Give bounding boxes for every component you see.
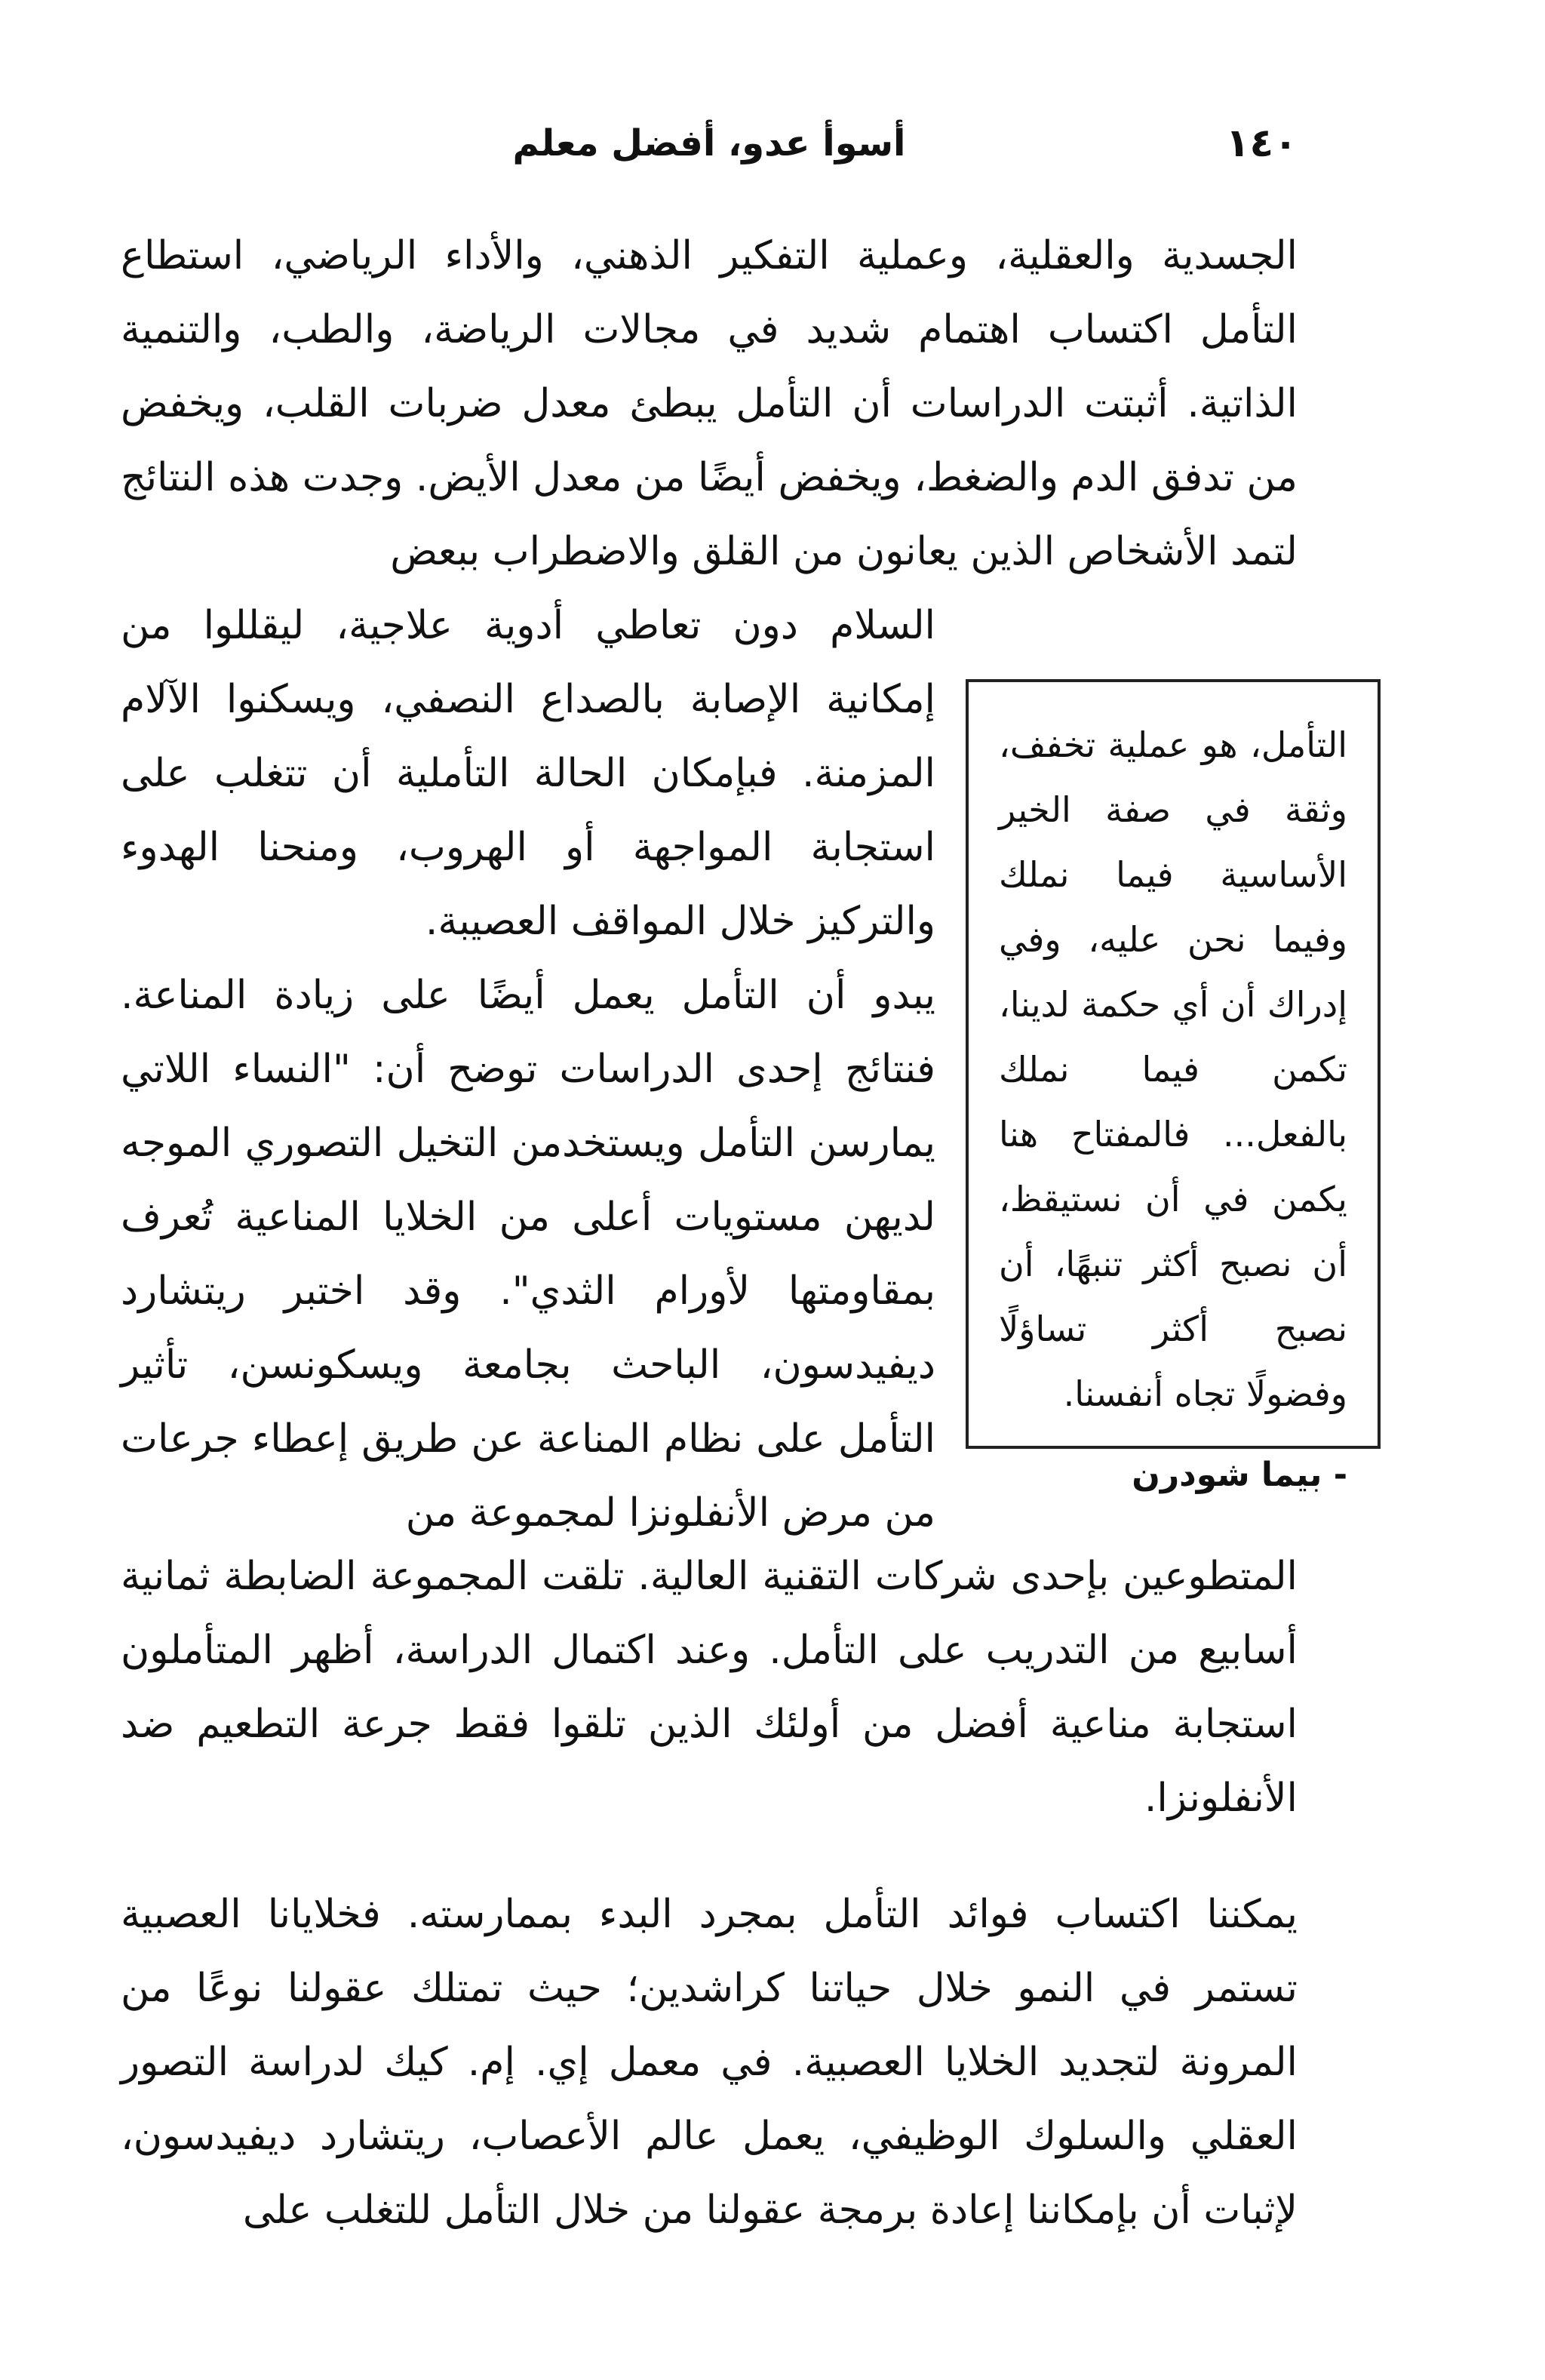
- pull-quote-box: [966, 679, 1381, 1494]
- quote-author: - بيما شودرن: [1132, 1456, 1347, 1494]
- paragraph: يمكننا اكتساب فوائد التأمل بمجرد البدء بممارسته. فخلايانا العصبية تستمر في النمو خلال حياتنا كراشدين؛ حيث تمتلك عقولنا نوعًا من المرونة لتجديد الخلايا العصبية. في معمل إي. إم. كيك لدراسة التصور العقلي والسلوك الوظيفي، يعمل عالم الأعصاب، ريتشارد ديفيدسون، لإثبات أن بإمكاننا إعادة برمجة عقولنا من خلال التأمل للتغلب على: [121, 1892, 1298, 2233]
- page-number: ١٤٠: [1225, 121, 1298, 166]
- quote-text: التأمل، هو عملية تخفف، وثقة في صفة الخير الأساسية فيما نملك وفيما نحن عليه، وفي إدراك أن أي حكمة لدينا، تكمن فيما نملك بالفعل... فالمفتاح هنا يكمن في أن نستيقظ، أن نصبح أكثر تنبهًا، أن نصبح أكثر تساؤلًا وفضولًا تجاه أنفسنا.: [999, 724, 1347, 1414]
- paragraph: المتطوعين بإحدى شركات التقنية العالية. تلقت المجموعة الضابطة ثمانية أسابيع من التدريب على التأمل. وعند اكتمال الدراسة، أظهر المتأملون استجابة مناعية أفضل من أولئك الذين تلقوا فقط جرعة التطعيم ضد الأنفلونزا.: [121, 1554, 1298, 1821]
- paragraph: يبدو أن التأمل يعمل أيضًا على زيادة المناعة. فنتائج إحدى الدراسات توضح أن: "النساء اللاتي يمارسن التأمل ويستخدمن التخيل التصوري الموجه لديهن مستويات أعلى من الخلايا المناعية تُعرف بمقاومتها لأورام الثدي". وقد اختبر ريتشارد ديفيدسون، الباحث بجامعة ويسكونسن، تأثير التأمل على نظام المناعة عن طريق إعطاء جرعات من مرض الأنفلونزا لمجموعة من: [121, 973, 935, 1536]
- running-title: أسوأ عدو، أفضل معلم: [512, 122, 906, 165]
- paragraph: السلام دون تعاطي أدوية علاجية، ليقللوا من إمكانية الإصابة بالصداع النصفي، ويسكنوا الآلام المزمنة. فبإمكان الحالة التأملية أن تتغلب على استجابة المواجهة أو الهروب، ومنحنا الهدوء والتركيز خلال المواقف العصيبة.: [121, 603, 935, 944]
- body-text-bottom: [121, 1539, 1298, 2247]
- body-text-top: [121, 219, 1298, 589]
- body-text-beside-quote: [121, 589, 935, 1550]
- paragraph: الجسدية والعقلية، وعملية التفكير الذهني، والأداء الرياضي، استطاع التأمل اكتساب اهتمام شديد في مجالات الرياضة، والطب، والتنمية الذاتية. أثبتت الدراسات أن التأمل يبطئ معدل ضربات القلب، ويخفض من تدفق الدم والضغط، ويخفض أيضًا من معدل الأيض. وجدت هذه النتائج لتمد الأشخاص الذين يعانون من القلق والاضطراب ببعض: [121, 233, 1298, 574]
- page-header: [121, 113, 1298, 174]
